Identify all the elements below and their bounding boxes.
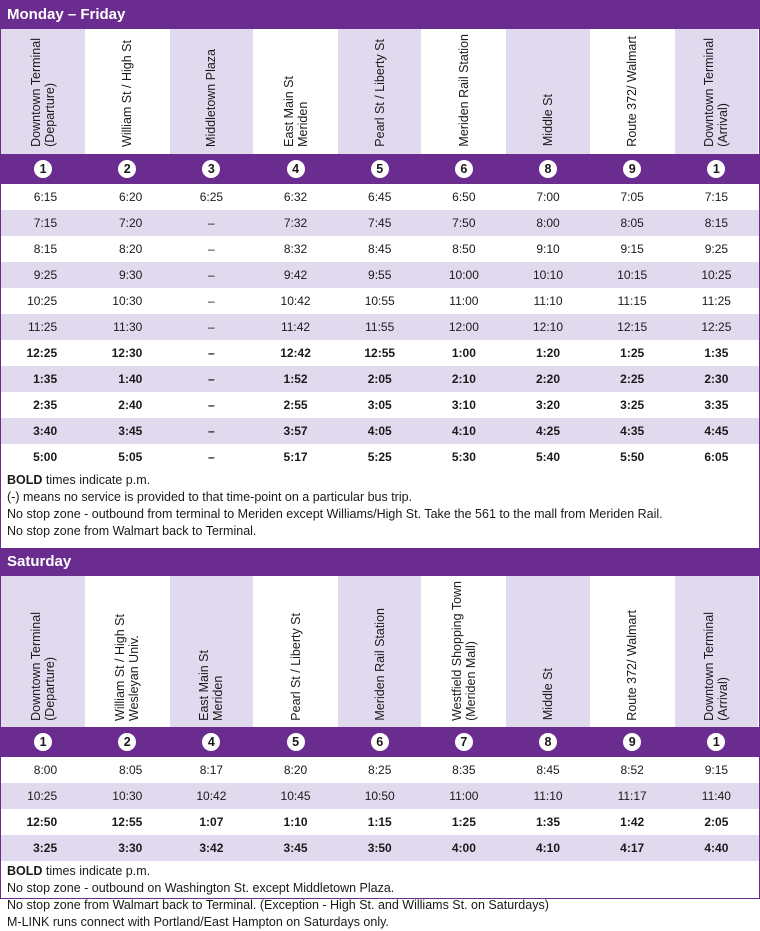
stop-header: Downtown Terminal (Arrival) [674,576,758,728]
note-line: No stop zone from Walmart back to Terminal. [7,523,257,538]
weekday-notes [1,470,759,540]
time-cell: 2:55 [283,397,308,412]
table-row [1,366,759,392]
time-cell: 2:25 [590,366,674,392]
time-cell: 8:35 [452,763,476,778]
time-cell: 5:25 [367,449,392,464]
stop-header: Middle St [506,29,590,154]
timepoint-cell [590,154,674,184]
time-cell: 7:32 [253,210,337,236]
timepoint-number-badge: 6 [455,160,473,178]
table-row [1,210,759,236]
time-cell: 9:25 [704,241,729,256]
timepoint-number-badge: 5 [371,160,389,178]
time-cell: 10:25 [27,293,58,308]
timepoint-number-badge: 2 [118,733,136,751]
timepoint-cell [1,727,85,757]
time-cell: 10:25 [1,783,85,809]
saturday-stop-header-row [1,576,759,728]
note-line: No stop zone - outbound on Washington St. except Middletown Plaza. [7,881,395,896]
time-cell: 6:25 [199,189,224,204]
timepoint-number-badge: 6 [371,733,389,751]
time-cell: 10:50 [338,783,422,809]
stop-header: East Main St Meriden [169,576,253,728]
time-cell: 3:40 [1,418,85,444]
time-cell: – [169,210,253,236]
stop-header: Pearl St / Liberty St [338,29,422,154]
time-cell: 2:35 [33,397,58,412]
time-cell: 6:32 [283,189,308,204]
time-cell: 11:42 [253,314,337,340]
time-cell: 9:30 [85,262,169,288]
note-line: No stop zone from Walmart back to Terminal. (Exception - High St. and Williams St. on Saturdays) [7,898,549,913]
time-cell: 1:35 [536,815,561,830]
time-cell: 4:35 [590,418,674,444]
table-row [1,835,759,861]
time-cell: 8:25 [368,763,392,778]
time-cell: 12:55 [111,815,143,830]
timepoint-cell [674,154,758,184]
time-cell: 4:25 [506,418,590,444]
timepoint-cell [338,154,422,184]
note-text: times indicate p.m. [42,472,151,487]
timepoint-cell [590,727,674,757]
weekday-timepoint-band [1,154,759,184]
time-cell: 10:55 [364,293,395,308]
timepoint-cell [506,154,590,184]
time-cell: 4:10 [506,835,590,861]
stop-header: Downtown Terminal (Departure) [1,576,85,728]
saturday-timepoint-band [1,727,759,757]
time-cell: 2:05 [704,815,729,830]
weekday-stop-header-row [1,29,759,154]
time-cell: 2:20 [506,366,590,392]
timepoint-number-badge: 2 [118,160,136,178]
time-cell: 11:10 [506,783,590,809]
time-cell: 6:05 [704,449,729,464]
time-cell: 11:00 [449,293,479,308]
table-row [1,392,759,418]
time-cell: – [169,262,253,288]
time-cell: – [208,397,215,412]
bold-word: BOLD [7,864,43,879]
time-cell: 10:15 [590,262,674,288]
table-row [1,236,759,262]
timepoint-number-badge: 1 [707,160,725,178]
time-cell: 9:15 [704,763,729,778]
time-cell: 5:00 [33,449,58,464]
bold-word: BOLD [7,472,43,487]
time-cell: 11:15 [617,293,647,308]
time-cell: 8:20 [283,763,308,778]
time-cell: 2:30 [674,366,758,392]
stop-header: William St / High St Wesleyan Univ. [85,576,169,728]
time-cell: 7:00 [536,189,560,204]
time-cell: 9:25 [1,262,85,288]
time-cell: 11:30 [85,314,169,340]
time-cell: 7:05 [620,189,644,204]
time-cell: 8:17 [199,763,224,778]
timepoint-number-badge: 5 [287,733,305,751]
time-cell: 5:30 [451,449,476,464]
table-row [1,757,759,783]
time-cell: – [208,345,215,360]
time-cell: 6:50 [452,189,476,204]
timepoint-number-badge: 8 [539,733,557,751]
time-cell: 1:07 [199,815,224,830]
time-cell: – [169,418,253,444]
time-cell: 1:35 [1,366,85,392]
stop-header: Downtown Terminal (Arrival) [674,29,758,154]
time-cell: 6:45 [368,189,392,204]
time-cell: 2:05 [338,366,422,392]
table-row [1,288,759,314]
timepoint-cell [169,727,253,757]
saturday-timetable [1,576,759,862]
time-cell: 12:30 [111,345,143,360]
timepoint-number-badge: 1 [707,733,725,751]
time-cell: 6:20 [118,189,143,204]
time-cell: 1:25 [451,815,476,830]
timepoint-number-badge: 1 [34,160,52,178]
time-cell: 1:10 [283,815,308,830]
time-cell: 8:45 [536,763,560,778]
timepoint-cell [506,727,590,757]
note-line: No stop zone - outbound from terminal to Meriden except Williams/High St. Take the 561 to the mall from Meriden Rail. [7,506,663,521]
time-cell: 7:45 [338,210,422,236]
stop-header: Meriden Rail Station [338,576,422,728]
table-row [1,783,759,809]
time-cell: 3:57 [253,418,337,444]
weekday-timetable [1,29,759,470]
time-cell: 10:00 [422,262,506,288]
stop-header: William St / High St [85,29,169,154]
time-cell: 1:35 [704,345,729,360]
table-row [1,184,759,210]
time-cell: 8:50 [452,241,476,256]
time-cell: 5:17 [283,449,308,464]
stop-header: Downtown Terminal (Departure) [1,29,85,154]
time-cell: 3:45 [253,835,337,861]
time-cell: 7:50 [422,210,506,236]
timepoint-cell [169,154,253,184]
time-cell: 3:25 [620,397,645,412]
time-cell: 9:15 [620,241,644,256]
time-cell: 11:25 [701,293,731,308]
time-cell: 5:50 [620,449,645,464]
time-cell: 10:10 [506,262,590,288]
stop-header: Middle St [506,576,590,728]
stop-header: East Main St Meriden [253,29,337,154]
timepoint-number-badge: 9 [623,733,641,751]
weekday-section-title: Monday – Friday [1,1,759,29]
stop-header: Route 372/ Walmart [590,29,674,154]
time-cell: 1:20 [536,345,561,360]
timepoint-cell [674,727,758,757]
time-cell: 7:15 [1,210,85,236]
time-cell: 1:15 [367,815,392,830]
table-row [1,262,759,288]
time-cell: 5:40 [536,449,561,464]
time-cell: 12:00 [422,314,506,340]
time-cell: 11:40 [674,783,758,809]
time-cell: – [208,241,215,256]
timepoint-cell [1,154,85,184]
time-cell: 12:50 [26,815,58,830]
stop-header: Meriden Rail Station [422,29,506,154]
saturday-notes [1,861,759,931]
time-cell: 10:45 [253,783,337,809]
time-cell: 1:52 [253,366,337,392]
time-cell: 1:25 [620,345,645,360]
note-line: (-) means no service is provided to that time-point on a particular bus trip. [7,489,413,504]
time-cell: 9:42 [253,262,337,288]
timepoint-cell [253,727,337,757]
time-cell: 10:42 [280,293,311,308]
timepoint-cell [422,727,506,757]
time-cell: 3:20 [536,397,561,412]
saturday-section-title: Saturday [1,548,759,576]
timepoint-cell [253,154,337,184]
time-cell: 10:30 [85,783,169,809]
time-cell: – [169,314,253,340]
table-row [1,314,759,340]
time-cell: 1:00 [451,345,476,360]
time-cell: 8:32 [283,241,308,256]
time-cell: – [208,293,215,308]
time-cell: 10:30 [112,293,143,308]
time-cell: – [169,366,253,392]
timepoint-cell [422,154,506,184]
time-cell: – [208,449,215,464]
time-cell: 3:30 [85,835,169,861]
time-cell: 11:10 [533,293,563,308]
time-cell: 6:15 [33,189,58,204]
time-cell: 11:00 [422,783,506,809]
time-cell: 4:45 [674,418,758,444]
time-cell: 12:55 [364,345,396,360]
time-cell: 8:00 [33,763,58,778]
time-cell: 10:25 [674,262,758,288]
stop-header: Pearl St / Liberty St [253,576,337,728]
time-cell: 2:10 [422,366,506,392]
time-cell: 12:15 [590,314,674,340]
time-cell: 8:15 [674,210,758,236]
time-cell: 8:05 [590,210,674,236]
time-cell: 3:50 [338,835,422,861]
time-cell: 12:10 [506,314,590,340]
time-cell: 8:05 [118,763,143,778]
table-row [1,444,759,470]
time-cell: 11:25 [1,314,85,340]
timepoint-number-badge: 3 [202,160,220,178]
time-cell: 7:15 [704,189,729,204]
time-cell: 8:45 [368,241,392,256]
timepoint-number-badge: 8 [539,160,557,178]
time-cell: 11:17 [590,783,674,809]
time-cell: 3:05 [367,397,392,412]
timepoint-cell [338,727,422,757]
time-cell: 1:40 [85,366,169,392]
time-cell: 8:15 [33,241,58,256]
stop-header: Westfield Shopping Town (Meriden Mall) [422,576,506,728]
time-cell: 9:10 [536,241,560,256]
time-cell: 10:42 [169,783,253,809]
timepoint-cell [85,154,169,184]
table-row [1,418,759,444]
time-cell: 3:42 [169,835,253,861]
stop-header: Middletown Plaza [169,29,253,154]
time-cell: 12:25 [674,314,758,340]
stop-header: Route 372/ Walmart [590,576,674,728]
table-row [1,340,759,366]
note-line: M-LINK runs connect with Portland/East Hampton on Saturdays only. [7,915,389,930]
time-cell: 4:17 [590,835,674,861]
time-cell: 5:05 [118,449,143,464]
time-cell: 11:55 [338,314,422,340]
time-cell: 4:00 [422,835,506,861]
time-cell: 4:05 [338,418,422,444]
time-cell: 4:40 [674,835,758,861]
timepoint-number-badge: 7 [455,733,473,751]
time-cell: 3:25 [1,835,85,861]
time-cell: 9:55 [338,262,422,288]
time-cell: 12:42 [280,345,311,360]
time-cell: 12:25 [26,345,58,360]
timepoint-number-badge: 4 [287,160,305,178]
time-cell: 3:35 [704,397,729,412]
time-cell: 1:42 [620,815,645,830]
timepoint-number-badge: 9 [623,160,641,178]
timepoint-cell [85,727,169,757]
note-text: times indicate p.m. [42,864,151,879]
time-cell: 8:52 [620,763,644,778]
timepoint-number-badge: 1 [34,733,52,751]
time-cell: 8:20 [118,241,143,256]
time-cell: 3:45 [85,418,169,444]
time-cell: 3:10 [451,397,476,412]
table-row [1,809,759,835]
time-cell: 8:00 [506,210,590,236]
time-cell: 2:40 [118,397,143,412]
time-cell: 4:10 [422,418,506,444]
timepoint-number-badge: 4 [202,733,220,751]
time-cell: 7:20 [85,210,169,236]
